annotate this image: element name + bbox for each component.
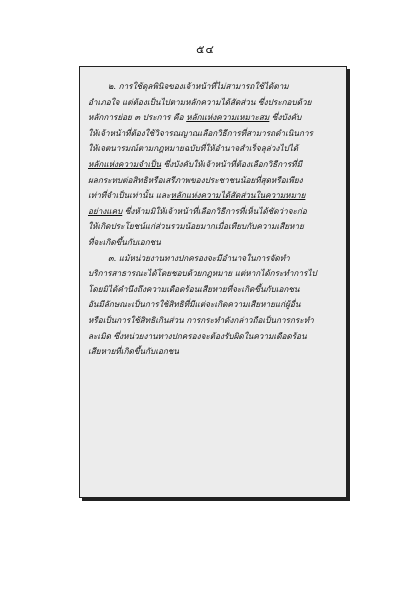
text-segment: ๓. แม้หน่วยงานทางปกครองจะมีอำนาจในการจัดทำ [108,252,290,263]
text-segment: หลักการย่อย ๓ ประการ คือ [88,112,187,123]
text-line [88,79,338,95]
text-segment: โดยมิได้คำนึงถึงความเดือดร้อนเสียหายที่จะเกิดขึ้นกับเอกชน [88,283,300,294]
paragraph-container [88,79,338,360]
text-segment: หรือเป็นการใช้สิทธิเกินส่วน การกระทำดังกล่าวถือเป็นการกระทำ [88,314,314,325]
text-segment: ให้เกิดประโยชน์แก่ส่วนรวมน้อยมากเมื่อเทียบกับความเสียหาย [88,221,304,232]
text-segment: ซึ่งห้ามมิให้เจ้าหน้าที่เลือกวิธีการที่เห็นได้ชัดว่าจะก่อ [122,205,307,216]
text-line [88,266,338,282]
text-line [88,313,338,329]
text-segment: ซึ่งบังคับให้เจ้าหน้าที่ต้องเลือกวิธีการที่มี [161,158,302,169]
text-line [88,297,338,313]
text-segment: อันมีลักษณะเป็นการใช้สิทธิที่มีแต่จะเกิดความเสียหายแก่ผู้อื่น [88,299,301,310]
text-segment: ผลกระทบต่อสิทธิหรือเสรีภาพของประชาชนน้อยที่สุดหรือเพียง [88,174,303,185]
text-line [88,235,338,251]
page-number: ๕๔ [196,43,215,56]
underlined-term: อย่างแคบ [88,205,123,216]
shaded-text-box [79,66,347,498]
text-line [88,344,338,360]
text-line [88,282,338,298]
underlined-term: หลักแห่งความเหมาะสม [186,112,270,123]
text-line [88,251,338,267]
text-segment: ให้เจตนารมณ์ตามกฎหมายฉบับที่ให้อำนาจสำเร็จลุล่วงไปได้ [88,143,299,154]
text-line [88,204,338,220]
text-segment: ให้เจ้าหน้าที่ต้องใช้วิจารณญาณเลือกวิธีการที่สามารถดำเนินการ [88,127,313,138]
text-line [88,126,338,142]
text-line [88,173,338,189]
text-segment: ที่จะเกิดขึ้นกับเอกชน [88,236,161,247]
text-segment: อำเภอใจ แต่ต้องเป็นไปตามหลักความได้สัดส่วน ซึ่งประกอบด้วย [88,96,312,107]
text-line [88,110,338,126]
text-line [88,157,338,173]
text-segment: ๒. การใช้ดุลพินิจของเจ้าหน้าที่ไม่สามารถใช้ได้ตาม [108,81,289,91]
text-segment: ซึ่งบังคับ [269,112,302,123]
underlined-term: หลักแห่งความจำเป็น [88,158,162,169]
text-line [88,95,338,111]
text-line [88,329,338,345]
text-line [88,188,338,204]
text-line [88,141,338,157]
text-line [88,219,338,235]
text-segment: เท่าที่จำเป็นเท่านั้น และ [88,190,171,201]
underlined-term: หลักแห่งความได้สัดส่วนในความหมาย [170,190,306,201]
text-segment: ละเมิด ซึ่งหน่วยงานทางปกครองจะต้องรับผิดในความเดือดร้อน [88,330,307,341]
text-segment: เสียหายที่เกิดขึ้นกับเอกชน [88,346,180,357]
text-segment: บริการสาธารณะได้โดยชอบด้วยกฎหมาย แต่หากได้กระทำการไป [88,268,317,279]
